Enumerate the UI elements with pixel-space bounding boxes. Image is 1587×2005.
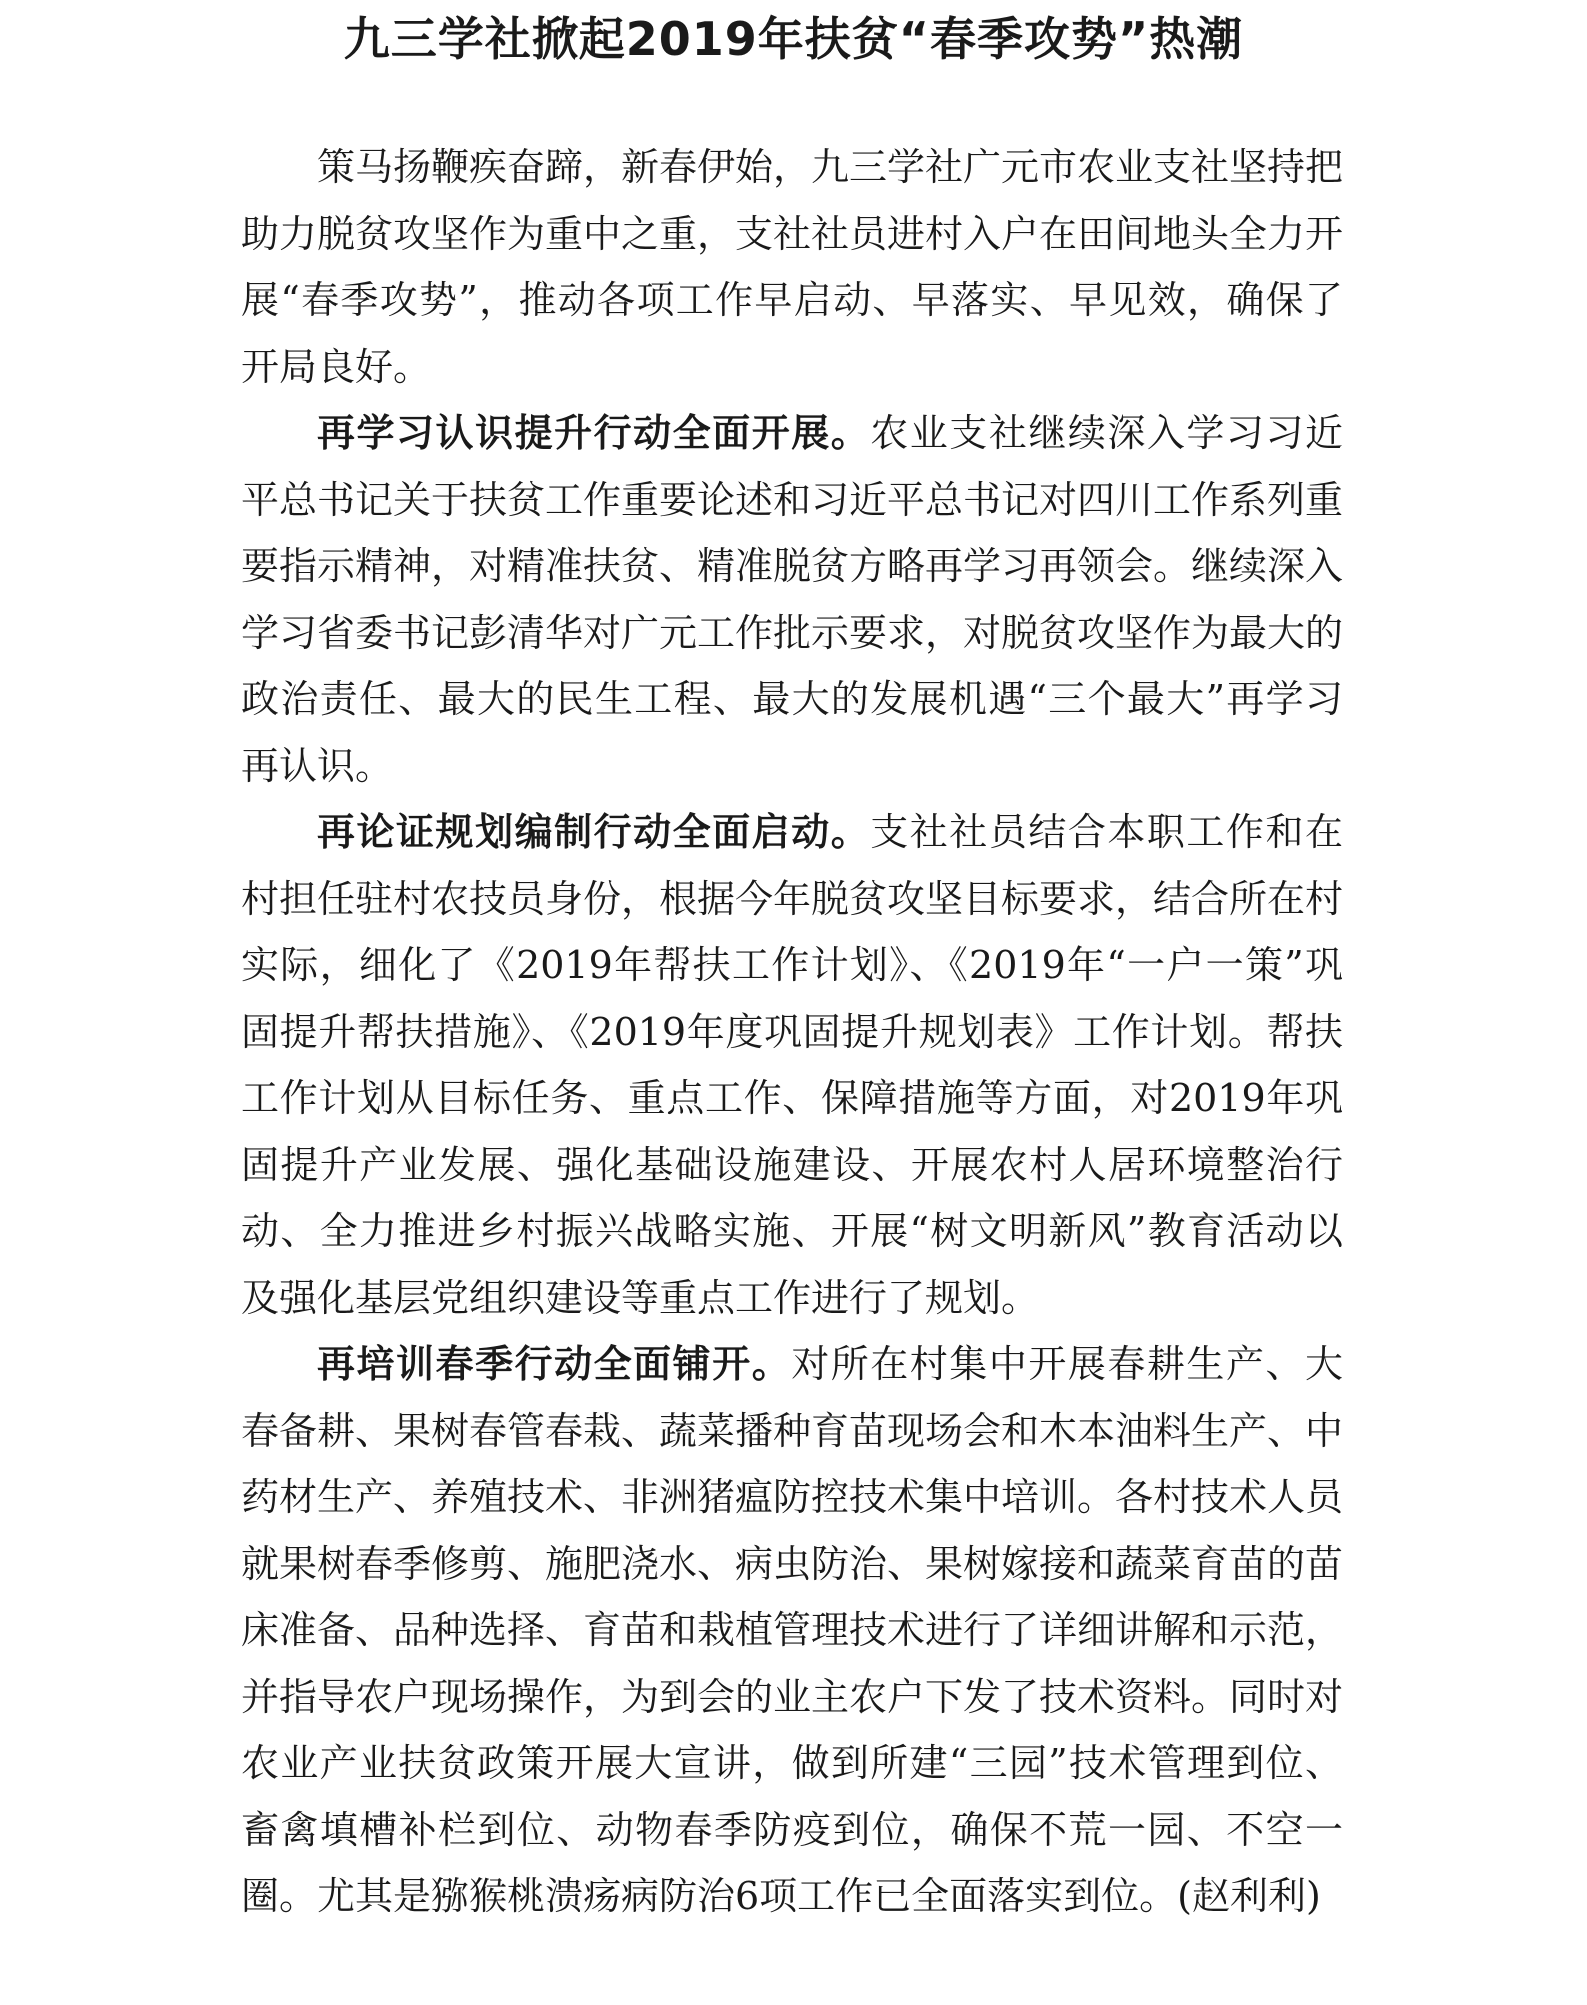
paragraph-planning-heading: 再论证规划编制行动全面启动。	[317, 809, 871, 854]
paragraph-study-heading: 再学习认识提升行动全面开展。	[317, 410, 871, 455]
paragraph-training-heading: 再培训春季行动全面铺开。	[317, 1341, 792, 1386]
paragraph-training	[241, 1331, 1343, 1930]
paragraph-intro-text: 策马扬鞭疾奋蹄，新春伊始，九三学社广元市农业支社坚持把助力脱贫攻坚作为重中之重，支社社员进村入户在田间地头全力开展“春季攻势”，推动各项工作早启动、早落实、早见效，确保了开局良好。	[241, 145, 1344, 389]
paragraph-planning-text: 支社社员结合本职工作和在村担任驻村农技员身份，根据今年脱贫攻坚目标要求，结合所在村实际，细化了《2019年帮扶工作计划》、《2019年“一户一策”巩固提升帮扶措施》、《2019年度巩固提升规划表》工作计划。帮扶工作计划从目标任务、重点工作、保障措施等方面，对2019年巩固提升产业发展、强化基础设施建设、开展农村人居环境整治行动、全力推进乡村振兴战略实施、开展“树文明新风”教育活动以及强化基层党组织建设等重点工作进行了规划。	[241, 810, 1344, 1320]
article-body	[241, 134, 1343, 1930]
paragraph-intro	[241, 134, 1343, 400]
paragraph-planning	[241, 799, 1343, 1331]
paragraph-study	[241, 400, 1343, 799]
article-title: 九三学社掀起2019年扶贫“春季攻势”热潮	[343, 12, 1244, 66]
paragraph-study-text: 农业支社继续深入学习习近平总书记关于扶贫工作重要论述和习近平总书记对四川工作系列重要指示精神，对精准扶贫、精准脱贫方略再学习再领会。继续深入学习省委书记彭清华对广元工作批示要求，对脱贫攻坚作为最大的政治责任、最大的民生工程、最大的发展机遇“三个最大”再学习再认识。	[241, 411, 1344, 788]
paragraph-training-text: 对所在村集中开展春耕生产、大春备耕、果树春管春栽、蔬菜播种育苗现场会和木本油料生产、中药材生产、养殖技术、非洲猪瘟防控技术集中培训。各村技术人员就果树春季修剪、施肥浇水、病虫防治、果树嫁接和蔬菜育苗的苗床准备、品种选择、育苗和栽植管理技术进行了详细讲解和示范，并指导农户现场操作，为到会的业主农户下发了技术资料。同时对农业产业扶贫政策开展大宣讲，做到所建“三园”技术管理到位、畜禽填槽补栏到位、动物春季防疫到位，确保不荒一园、不空一圈。尤其是猕猴桃溃疡病防治6项工作已全面落实到位。(赵利利)	[241, 1342, 1344, 1918]
